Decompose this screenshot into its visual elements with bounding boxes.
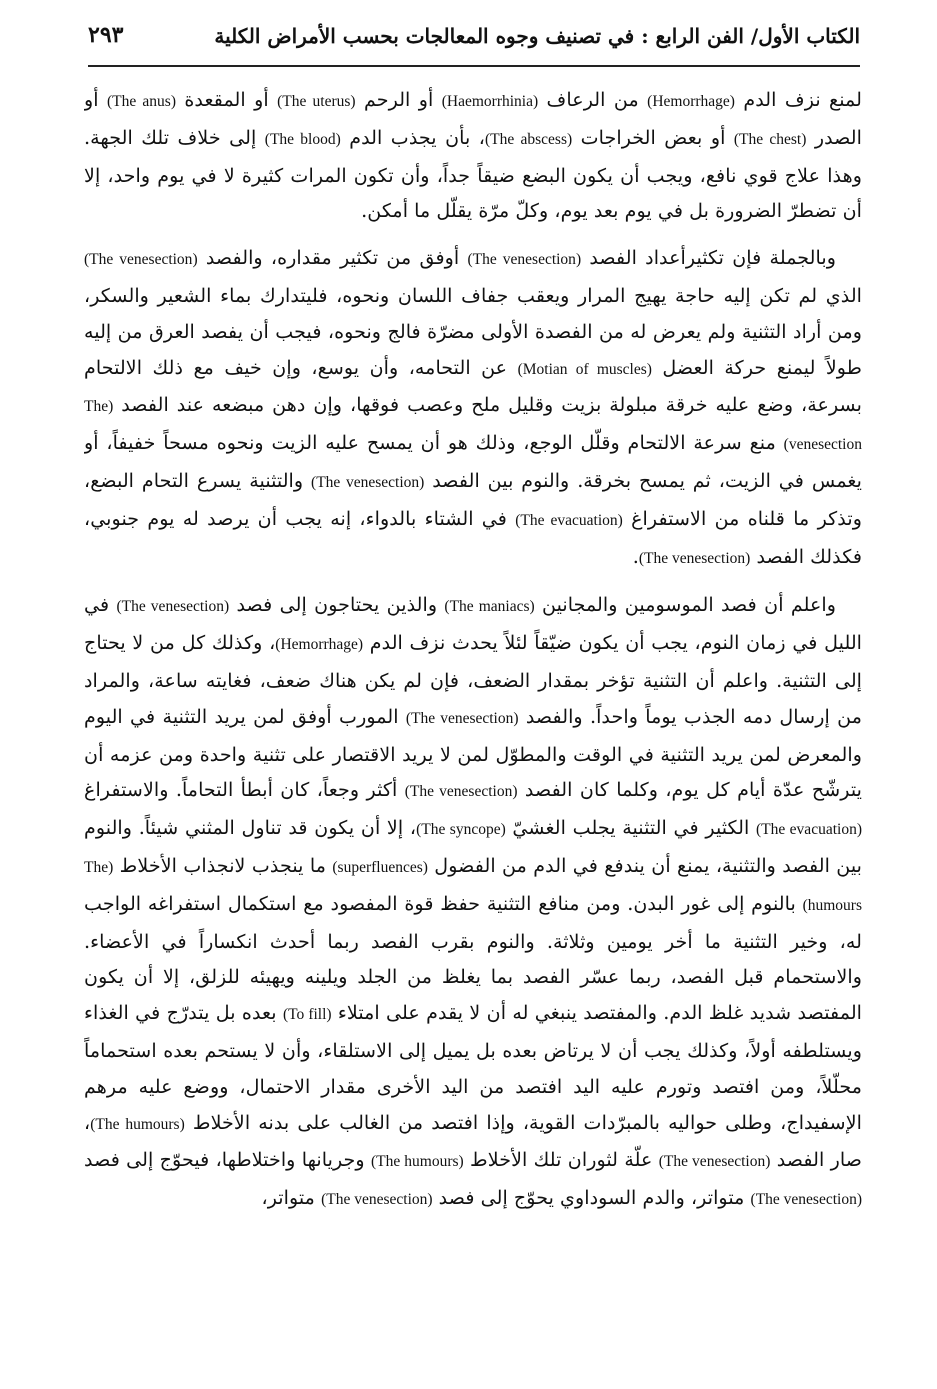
english-term: (The venesection) bbox=[84, 398, 862, 454]
english-term: (The anus) bbox=[106, 93, 176, 110]
arabic-text: ، وكذلك كل من لا يحتاج إلى التثنية. واعلم أن التثنية تؤخر بمقدار الضعف، فإن لم يكن هناك ضعف، فغايته ساعة، والمراد من إرسال دمه الجذب يوماً واحداً. والفصد bbox=[84, 631, 862, 728]
arabic-text: أكثر وجعاً، كان أبطأ التحاماً. والاستفراغ bbox=[84, 778, 405, 802]
paragraph bbox=[84, 587, 862, 1218]
english-term: (Haemorrhinia) bbox=[441, 93, 539, 110]
english-term: (The venesection) bbox=[658, 1153, 771, 1171]
english-term: (superfluences) bbox=[332, 858, 428, 876]
english-term: (The evacuation) bbox=[755, 821, 862, 839]
arabic-text: بالنوم إلى غور البدن. ومن منافع التثنية حفظ قوة المفصود مع استكمال استفراغه الواجب له، وخير التثنية ما أخر يومين وثلاثة. والنوم بقرب الفصد ربما أحدث انكساراً في الأعضاء. والاستحمام قبل الفصد، ربما عسّر الفصد بما يغلظ من الجلد ويلينه ويهيئه للزلق، إلا أن يكون المفتصد شديد غلظ الدم. والمفتصد ينبغي له أن لا يقدم على امتلاء bbox=[84, 891, 862, 1025]
arabic-text: والذين يحتاجون إلى فصد bbox=[229, 593, 445, 617]
english-term: (The blood) bbox=[264, 130, 341, 148]
english-term: (The uterus) bbox=[277, 93, 356, 110]
arabic-text: في الليل في زمان النوم، يجب أن يكون ضيّقاً لئلاً يحدث نزف الدم bbox=[84, 593, 862, 655]
arabic-text: المورب أوفق لمن يريد التثنية في اليوم والمعرض لمن يريد التثنية في الوقت والمطوّل لمن لا يريد الاقتصار على تثنية واحدة ومن عزمه أن يترشّح عدّة أيام كل يوم، وكلما كان الفصد bbox=[84, 704, 862, 802]
english-term: (The syncope) bbox=[416, 821, 506, 839]
arabic-text: منع سرعة الالتحام وقلّل الوجع، وذلك هو أن يمسح عليه الزيت ونحوه مسحاً خفيفاً، أو يغمس في الزيت، ثم يمسح بخرقة. والنوم بين الفصد bbox=[84, 431, 862, 492]
english-term: (The venesection) bbox=[405, 709, 519, 727]
arabic-text: والتثنية يسرع التحام البضع، وتذكر ما قلناه من الاستفراغ bbox=[84, 468, 862, 530]
arabic-text: أو المقعدة bbox=[176, 88, 278, 111]
arabic-text: أو بعض الخراجات bbox=[572, 125, 734, 149]
arabic-text: واعلم أن فصد الموسومين والمجانين bbox=[534, 593, 837, 617]
english-term: (The humours) bbox=[90, 1115, 185, 1133]
arabic-text: علّة لثوران تلك الأخلاط bbox=[463, 1148, 659, 1172]
english-term: (The venesection) bbox=[84, 251, 198, 269]
arabic-text: وبالجملة فإن تكثيرأعداد الفصد bbox=[581, 246, 836, 270]
arabic-text: إلى خلاف تلك الجهة. وهذا علاج قوي نافع، ويجب أن يكون البضع ضيقاً جداً، وأن تكون المرات كثيرة لا في يوم واحد، إلا أن تضطرّ الضرورة بل في يوم بعد يوم، وكلّ مرّة يقلّل ما أمكن. bbox=[84, 125, 862, 223]
english-term: (The venesection) bbox=[404, 783, 518, 801]
paragraph bbox=[84, 240, 862, 576]
arabic-text: أو الرحم bbox=[355, 88, 442, 111]
english-term: (The venesection) bbox=[750, 1191, 862, 1209]
arabic-text: أوفق من تكثير مقداره، والفصد bbox=[197, 246, 468, 270]
english-term: (The venesection) bbox=[467, 251, 582, 269]
page-header bbox=[88, 18, 860, 58]
page-number: ٢٩٣ bbox=[88, 22, 124, 48]
english-term: (The chest) bbox=[733, 130, 807, 148]
arabic-text: الكثير في التثنية يجلب الغشيّ bbox=[505, 816, 756, 840]
running-title: الكتاب الأول/ الفن الرابع : في تصنيف وجوه المعالجات بحسب الأمراض الكلية bbox=[214, 24, 860, 48]
arabic-text: في الشتاء بالدواء، إنه يجب أن يرصد له يوم جنوبي، فكذلك الفصد bbox=[84, 506, 862, 568]
body-text bbox=[84, 82, 862, 1372]
arabic-text: متواتر، والدم السوداوي يحوّج إلى فصد bbox=[432, 1186, 751, 1210]
arabic-text: الذي لم تكن إليه حاجة يهيج المرار ويعقب جفاف اللسان ونحوه، فليتدارك بماء الشعير والسكر، ومن أراد التثنية ولم يعرض له من الفصدة الأولى مضرّة فالج ونحوه، فيجب أن يفصد العرق من إليه طولاً ليمنع حركة العضل bbox=[84, 283, 862, 379]
arabic-text: من الرعاف bbox=[538, 88, 648, 111]
header-rule bbox=[88, 65, 860, 67]
english-term: (The venesection) bbox=[116, 598, 230, 616]
english-term: (The abscess) bbox=[485, 130, 573, 148]
english-term: (The venesection) bbox=[638, 549, 751, 567]
arabic-text: ، صار الفصد bbox=[84, 1110, 862, 1172]
arabic-text: وجريانها واختلاطها، فيحوّج إلى فصد bbox=[84, 1148, 371, 1172]
arabic-text: عن التحامه، وأن يوسع، وإن خيف مع ذلك الالتحام بسرعة، وضع عليه خرقة مبلولة بزيت وقليل ملح وعصب فوقها، وإن دهن مبضعه عند الفصد bbox=[84, 355, 862, 417]
arabic-text: لمنع نزف الدم bbox=[734, 88, 862, 111]
english-term: (The humours) bbox=[370, 1153, 464, 1171]
english-term: (Hemorrhage) bbox=[647, 93, 735, 110]
arabic-text: ما ينجذب لانجذاب الأخلاط bbox=[113, 853, 333, 877]
arabic-text: ، إلا أن يكون قد تناول المثني شيئاً. والنوم بين الفصد والتثنية، يمنع أن يندفع في الدم من الفضول bbox=[84, 816, 862, 877]
english-term: (The maniacs) bbox=[444, 598, 535, 616]
arabic-text: ، بأن يجذب الدم bbox=[340, 125, 485, 149]
english-term: (The humours) bbox=[84, 858, 862, 914]
arabic-text: . bbox=[632, 544, 639, 568]
english-term: (The evacuation) bbox=[515, 511, 623, 529]
arabic-text: متواتر، bbox=[261, 1186, 322, 1210]
arabic-text: أو الصدر bbox=[84, 88, 862, 149]
english-term: (The venesection) bbox=[321, 1191, 433, 1209]
english-term: (Hemorrhage) bbox=[275, 636, 364, 654]
english-term: (The venesection) bbox=[311, 473, 425, 491]
arabic-text: بعده بل يتدرّج في الغذاء ويستلطفه أولاً، وكذلك يجب أن لا يرتاض بعده بل يميل إلى الاستلقاء، وأن لا يستحم بعده استحماماً محلّلاً، ومن افتصد وتورم عليه اليد افتصد من اليد الأخرى مقدار الاحتمال، ووضع عليه مرهم الإسفيداج، وطلى حواليه بالمبرّدات القوية، وإذا افتصد من الغالب على بدنه الأخلاط bbox=[84, 1001, 862, 1134]
english-term: (Motian of muscles) bbox=[517, 360, 652, 378]
paragraph bbox=[84, 82, 862, 229]
english-term: (To fill) bbox=[282, 1006, 332, 1024]
